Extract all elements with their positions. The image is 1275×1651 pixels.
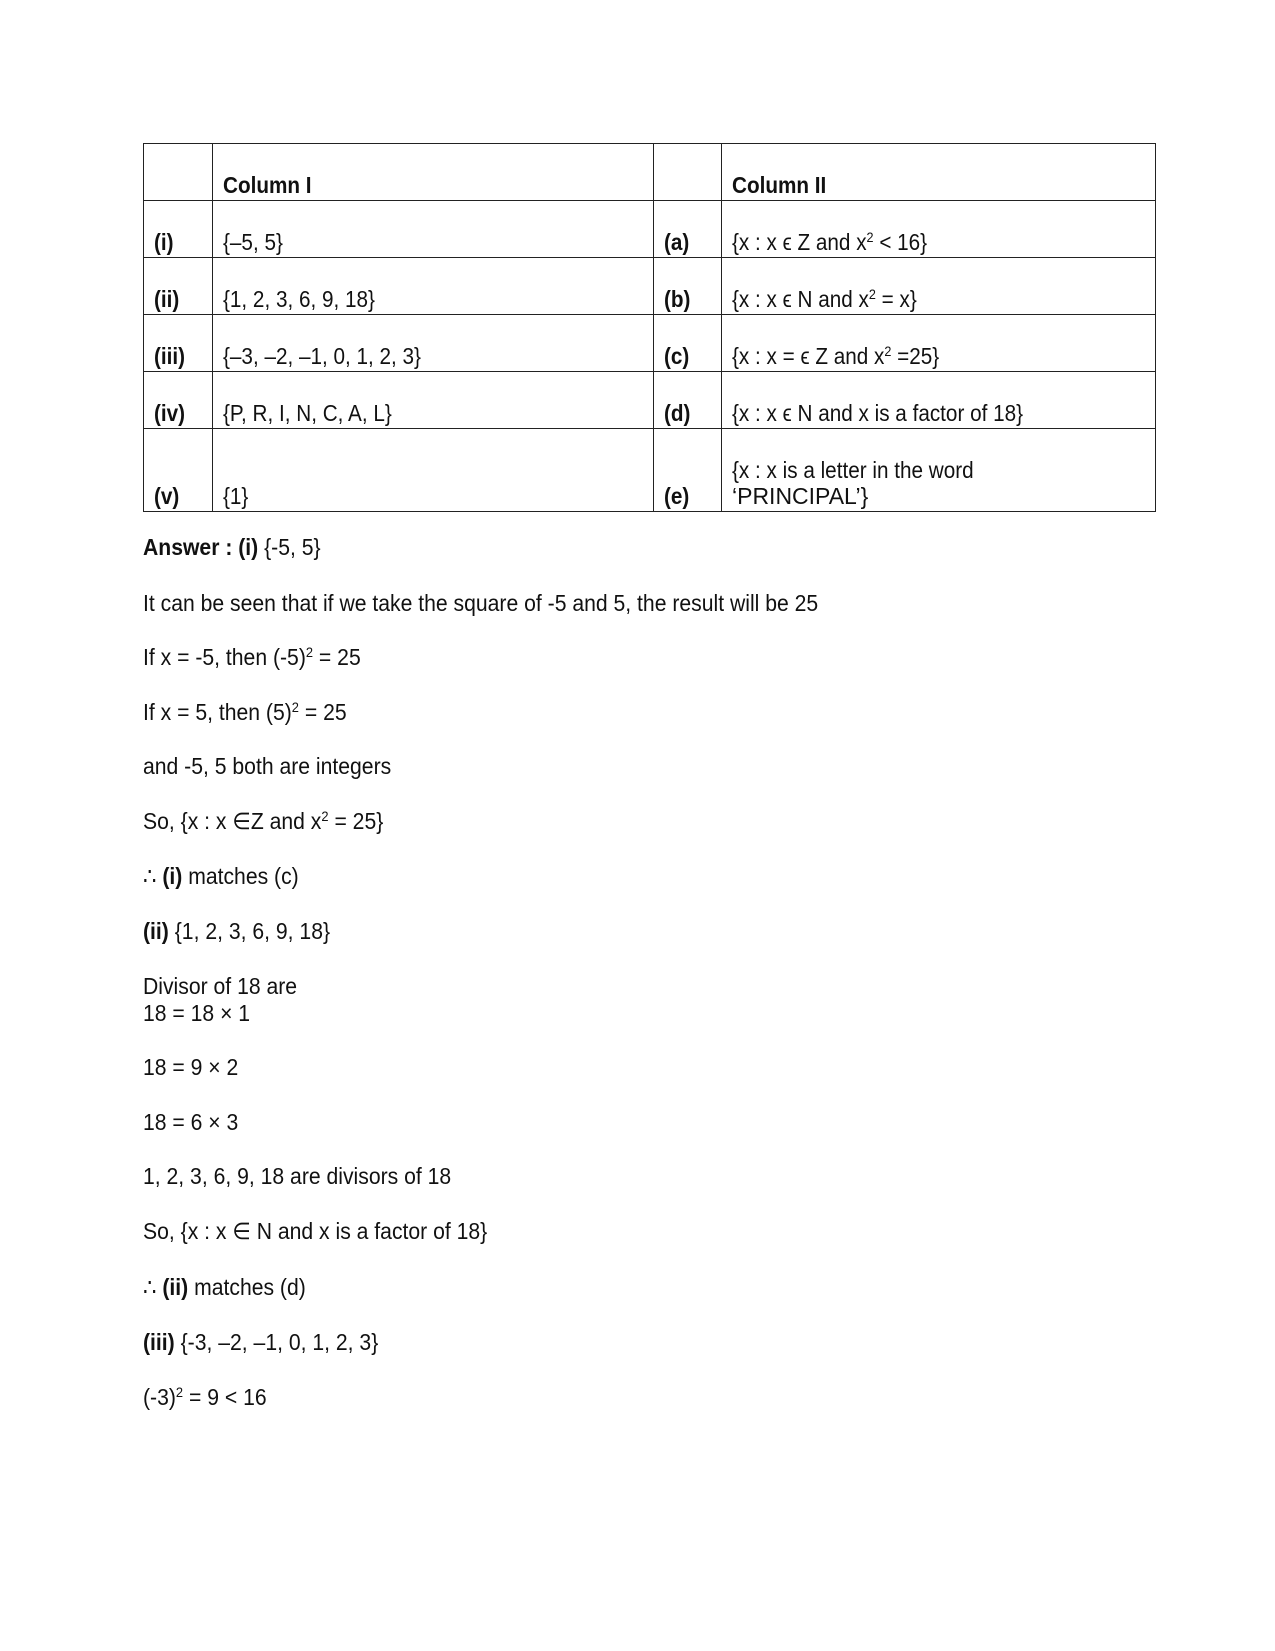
header-column-1: Column I <box>213 144 654 201</box>
row-label-1: (v) <box>144 429 213 512</box>
text-segment: (-3) <box>143 1384 176 1410</box>
text-segment: = 9 < 16 <box>183 1384 267 1410</box>
table-row <box>144 258 1156 315</box>
header-blank-2 <box>654 144 722 201</box>
text-segment: ∴ <box>143 1274 163 1300</box>
text-segment: 1, 2, 3, 6, 9, 18 are divisors of 18 <box>143 1163 452 1189</box>
text-segment: {1, 2, 3, 6, 9, 18} <box>168 918 331 944</box>
row-label-2: (d) <box>654 372 722 429</box>
text-segment: (i) <box>162 863 183 889</box>
text-segment: 18 = 6 × 3 <box>143 1109 239 1135</box>
row-label-2: (c) <box>654 315 722 372</box>
table-header-row <box>144 144 1156 201</box>
text-line <box>143 1109 238 1135</box>
text-segment: matches (d) <box>188 1274 306 1300</box>
text-line <box>143 699 347 725</box>
text-line <box>143 918 330 944</box>
matching-table <box>143 143 1156 512</box>
text-segment: {-3, –2, –1, 0, 1, 2, 3} <box>174 1329 379 1355</box>
text-segment: and -5, 5 both are integers <box>143 753 392 779</box>
superscript: 2 <box>305 644 314 660</box>
text-line <box>143 1384 267 1410</box>
table-row <box>144 201 1156 258</box>
text-segment: If x = -5, then (-5) <box>143 644 306 670</box>
text-segment: So, {x : x ∈Z and x <box>143 808 322 834</box>
text-line <box>143 753 391 779</box>
row-label-2: (e) <box>654 429 722 512</box>
text-segment: 18 = 9 × 2 <box>143 1054 239 1080</box>
text-segment: ∴ <box>143 863 163 889</box>
column-1-cell: {–5, 5} <box>213 201 654 258</box>
column-1-cell: {1, 2, 3, 6, 9, 18} <box>213 258 654 315</box>
table-row <box>144 429 1156 512</box>
column-2-cell: {x : x is a letter in the word ‘PRINCIPAL’} <box>722 429 1156 512</box>
text-segment: (ii) <box>162 1274 189 1300</box>
text-segment: (iii) <box>143 1329 175 1355</box>
superscript: 2 <box>321 808 329 824</box>
text-segment: = 25} <box>328 808 384 834</box>
text-segment: 18 = 18 × 1 <box>143 1000 251 1026</box>
header-column-2: Column II <box>722 144 1156 201</box>
text-segment: If x = 5, then (5) <box>143 699 292 725</box>
text-segment: {-5, 5} <box>258 534 321 560</box>
column-2-cell: {x : x ϵ N and x is a factor of 18} <box>722 372 1156 429</box>
text-line <box>143 1163 451 1189</box>
table-row <box>144 372 1156 429</box>
text-line <box>143 534 321 560</box>
column-2-cell: {x : x = ϵ Z and $x^2 =25$} <box>722 315 1156 372</box>
column-1-cell: {1} <box>213 429 654 512</box>
text-line <box>143 1329 378 1355</box>
text-line <box>143 1000 250 1026</box>
header-blank-1 <box>144 144 213 201</box>
text-line <box>143 808 383 834</box>
row-label-1: (iii) <box>144 315 213 372</box>
row-label-1: (i) <box>144 201 213 258</box>
column-1-cell: {P, R, I, N, C, A, L} <box>213 372 654 429</box>
text-segment: = 25 <box>298 699 347 725</box>
column-2-continuation: ‘PRINCIPAL’} <box>732 483 869 509</box>
text-segment: matches (c) <box>182 863 299 889</box>
text-segment: (ii) <box>143 918 169 944</box>
text-segment: It can be seen that if we take the square of -5 and 5, the result will be 25 <box>143 590 819 616</box>
text-line <box>143 644 361 670</box>
column-2-cell: {x : x ϵ Z and $x^2 < 16$} <box>722 201 1156 258</box>
superscript: 2 <box>291 699 299 715</box>
row-label-1: (iv) <box>144 372 213 429</box>
text-segment: Answer : (i) <box>143 534 259 560</box>
table-row <box>144 315 1156 372</box>
column-1-cell: {–3, –2, –1, 0, 1, 2, 3} <box>213 315 654 372</box>
text-line <box>143 1274 306 1300</box>
text-line <box>143 1218 487 1244</box>
row-label-2: (b) <box>654 258 722 315</box>
text-line <box>143 590 818 616</box>
column-2-cell: {x : x ϵ N and $x^2 = x$} <box>722 258 1156 315</box>
text-segment: = 25 <box>313 644 361 670</box>
text-segment: Divisor of 18 are <box>143 973 298 999</box>
row-label-2: (a) <box>654 201 722 258</box>
text-line <box>143 973 297 999</box>
row-label-1: (ii) <box>144 258 213 315</box>
text-line <box>143 863 299 889</box>
superscript: 2 <box>175 1384 184 1400</box>
text-line <box>143 1054 238 1080</box>
text-segment: So, {x : x ∈ N and x is a factor of 18} <box>143 1218 488 1244</box>
